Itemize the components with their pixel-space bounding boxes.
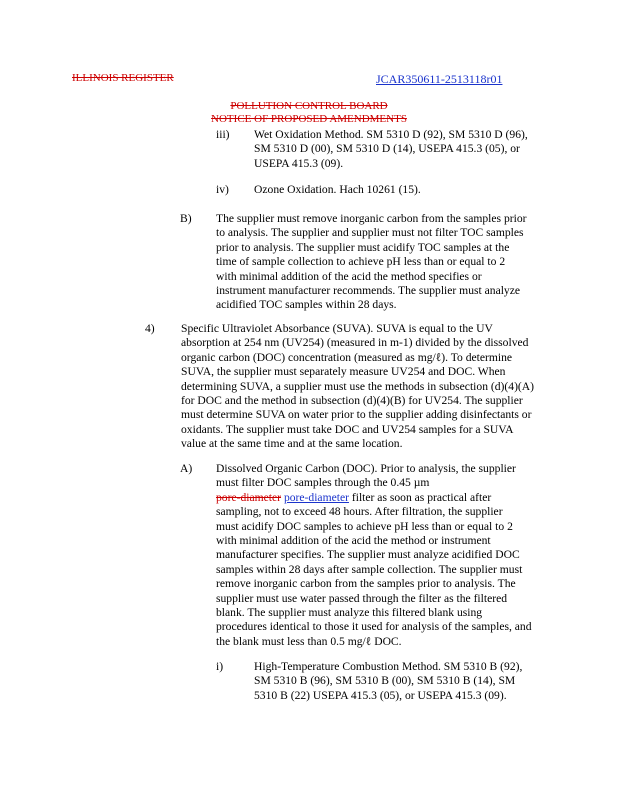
item-A-text: [216, 462, 532, 649]
text-line: procedures identical to those it used for analysis of the samples, and: [216, 620, 532, 634]
text-line: Wet Oxidation Method. SM 5310 D (92), SM 5310 D (96),: [254, 128, 528, 141]
text-line: prior to analysis. The supplier must acidify TOC samples at the: [216, 240, 510, 254]
text-line: Dissolved Organic Carbon (DOC). Prior to analysis, the supplier: [216, 462, 516, 475]
item-4-text: [181, 322, 534, 452]
text-line-amended: [216, 491, 532, 505]
jcar-number: JCAR350611-2513118: [376, 72, 487, 86]
item-iii-text: [254, 128, 528, 171]
item-B-text: [216, 212, 526, 313]
text-line: High-Temperature Combustion Method. SM 5310 B (92),: [254, 660, 523, 673]
register-header-left: ILLINOIS REGISTER: [72, 72, 174, 84]
text-line: manufacturer specifies. The supplier must analyze acidified DOC: [216, 548, 520, 562]
text-line: Ozone Oxidation. Hach 10261 (15).: [254, 183, 421, 196]
text-line: SM 5310 B (96), SM 5310 B (00), SM 5310 B (14), SM: [254, 674, 516, 688]
text-line: must acidify DOC samples to achieve pH less than or equal to 2: [216, 519, 513, 533]
item-B-label: B): [180, 212, 192, 225]
item-iii-label: iii): [216, 128, 230, 141]
text-line: sampling, not to exceed 48 hours. After filtration, the supplier: [216, 505, 503, 519]
text-line: acidified TOC samples within 28 days.: [216, 298, 397, 312]
text-line: supplier must use water passed through the filter as the filtered: [216, 591, 508, 605]
text-line: organic carbon (DOC) concentration (measured as mg/ℓ). To determine: [181, 350, 513, 364]
deleted-text: pore-diameter: [216, 490, 282, 504]
text-line: remove inorganic carbon from the samples prior to analysis. The: [216, 577, 516, 591]
text-line: with minimal addition of the acid the method or instrument: [216, 534, 491, 548]
board-title: POLLUTION CONTROL BOARD: [230, 100, 388, 112]
text-line: absorption at 254 nm (UV254) (measured in m-1) divided by the dissolved: [181, 336, 529, 350]
text-rest: filter as soon as practical after: [348, 490, 492, 504]
text-line: the blank must less than 0.5 mg/ℓ DOC.: [216, 634, 402, 648]
text-line: SUVA, the supplier must separately measure UV254 and DOC. When: [181, 365, 506, 379]
text-line: determining SUVA, a supplier must use the methods in subsection (d)(4)(A): [181, 379, 535, 393]
text-line: must determine SUVA on water prior to the supplier adding disinfectants or: [181, 408, 532, 422]
text-line: instrument manufacturer recommends. The supplier must analyze: [216, 284, 521, 298]
item-i-text: [254, 660, 522, 703]
text-line: with minimal addition of the acid the method specifies or: [216, 269, 482, 283]
text-line: must filter DOC samples through the 0.45 µm: [216, 476, 430, 490]
item-i-label: i): [216, 660, 224, 673]
text-line: value at the same time and at the same location.: [181, 437, 403, 451]
jcar-header-right: [376, 72, 502, 87]
text-line: for DOC and the method in subsection (d)(4)(B) for UV254. The supplier: [181, 394, 523, 408]
text-line: USEPA 415.3 (09).: [254, 156, 344, 170]
text-line: blank. The supplier must analyze this filtered blank using: [216, 606, 483, 620]
text-line: oxidants. The supplier must take DOC and UV254 samples for a SUVA: [181, 422, 514, 436]
item-iv-label: iv): [216, 183, 229, 196]
text-line: SM 5310 D (00), SM 5310 D (14), USEPA 415.3 (05), or: [254, 142, 520, 156]
text-line: 5310 B (22) USEPA 415.3 (05), or USEPA 415.3 (09).: [254, 688, 507, 702]
text-line: The supplier must remove inorganic carbon from the samples prior: [216, 212, 527, 225]
text-line: samples within 28 days after sample collection. The supplier must: [216, 562, 523, 576]
notice-title: NOTICE OF PROPOSED AMENDMENTS: [211, 113, 407, 125]
inserted-text[interactable]: pore-diameter: [283, 490, 349, 504]
text-line: time of sample collection to achieve pH less than or equal to 2: [216, 255, 506, 269]
item-A-label: A): [180, 462, 193, 475]
revision-code: r01: [486, 72, 503, 86]
text-line: to analysis. The supplier and supplier must not filter TOC samples: [216, 226, 524, 240]
text-line: Specific Ultraviolet Absorbance (SUVA). SUVA is equal to the UV: [181, 322, 493, 335]
item-4-label: 4): [145, 322, 155, 335]
item-iv-text: [254, 183, 421, 197]
